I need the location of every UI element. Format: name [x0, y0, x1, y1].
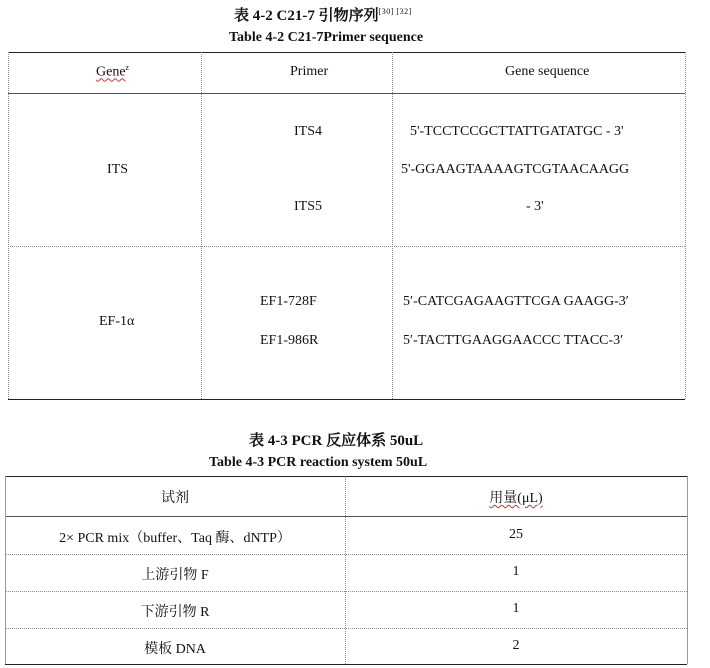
- reagent-cell: 模板 DNA: [144, 642, 206, 657]
- sequence-line: 5′-TACTTGAAGGAACCC TTACC-3′: [403, 333, 624, 348]
- table-rule: [8, 399, 685, 400]
- table1-caption-en: Table 4-2 C21-7Primer sequence: [229, 30, 424, 45]
- table-rule: [392, 52, 393, 399]
- dosage-cell: 1: [512, 601, 520, 616]
- sequence-line: 5'-GGAAGTAAAAGTCGTAACAAGG: [401, 162, 630, 177]
- dosage-cell: 2: [512, 638, 520, 653]
- sequence-line: 5'-TCCTCCGCTTATTGATATGC - 3': [410, 124, 624, 139]
- sequence-line: - 3': [526, 199, 544, 214]
- table-rule: [8, 246, 685, 247]
- primer-name: EF1-986R: [260, 333, 319, 348]
- table-rule: [5, 476, 687, 477]
- primer-name: EF1-728F: [260, 294, 317, 309]
- primer-name: ITS4: [294, 124, 322, 139]
- table-rule: [8, 52, 685, 53]
- gene-cell: EF-1α: [99, 314, 135, 329]
- table-rule: [687, 476, 688, 664]
- header-sequence: Gene sequence: [505, 64, 590, 79]
- reagent-cell: 上游引物 F: [141, 568, 209, 583]
- dosage-cell: 1: [512, 564, 520, 579]
- reagent-cell: 下游引物 R: [140, 605, 210, 620]
- sequence-line: 5′-CATCGAGAAGTTCGA GAAGG-3′: [403, 294, 629, 309]
- table-rule: [5, 664, 687, 665]
- gene-cell: ITS: [107, 162, 128, 177]
- table-rule: [5, 516, 687, 517]
- table-rule: [5, 628, 687, 629]
- table2-caption-cn: 表 4-3 PCR 反应体系 50uL: [249, 433, 424, 449]
- table-rule: [5, 591, 687, 592]
- header-dosage: 用量(μL): [489, 491, 543, 506]
- dosage-cell: 25: [509, 527, 523, 542]
- table-rule: [8, 52, 9, 399]
- table-rule: [5, 554, 687, 555]
- table-rule: [685, 52, 686, 399]
- header-reagent: 试剂: [161, 491, 189, 506]
- table1-caption-cn: 表 4-2 C21-7 引物序列[30] [32]: [234, 7, 412, 24]
- table2-caption-en: Table 4-3 PCR reaction system 50uL: [209, 455, 428, 470]
- reagent-cell: 2× PCR mix（buffer、Taq 酶、dNTP）: [59, 531, 291, 546]
- table-rule: [201, 52, 202, 399]
- header-gene: Gene$^z$: [96, 63, 130, 80]
- citation-refs: [30] [32]: [378, 7, 412, 16]
- primer-name: ITS5: [294, 199, 322, 214]
- header-primer: Primer: [290, 64, 329, 79]
- table-rule: [8, 93, 685, 94]
